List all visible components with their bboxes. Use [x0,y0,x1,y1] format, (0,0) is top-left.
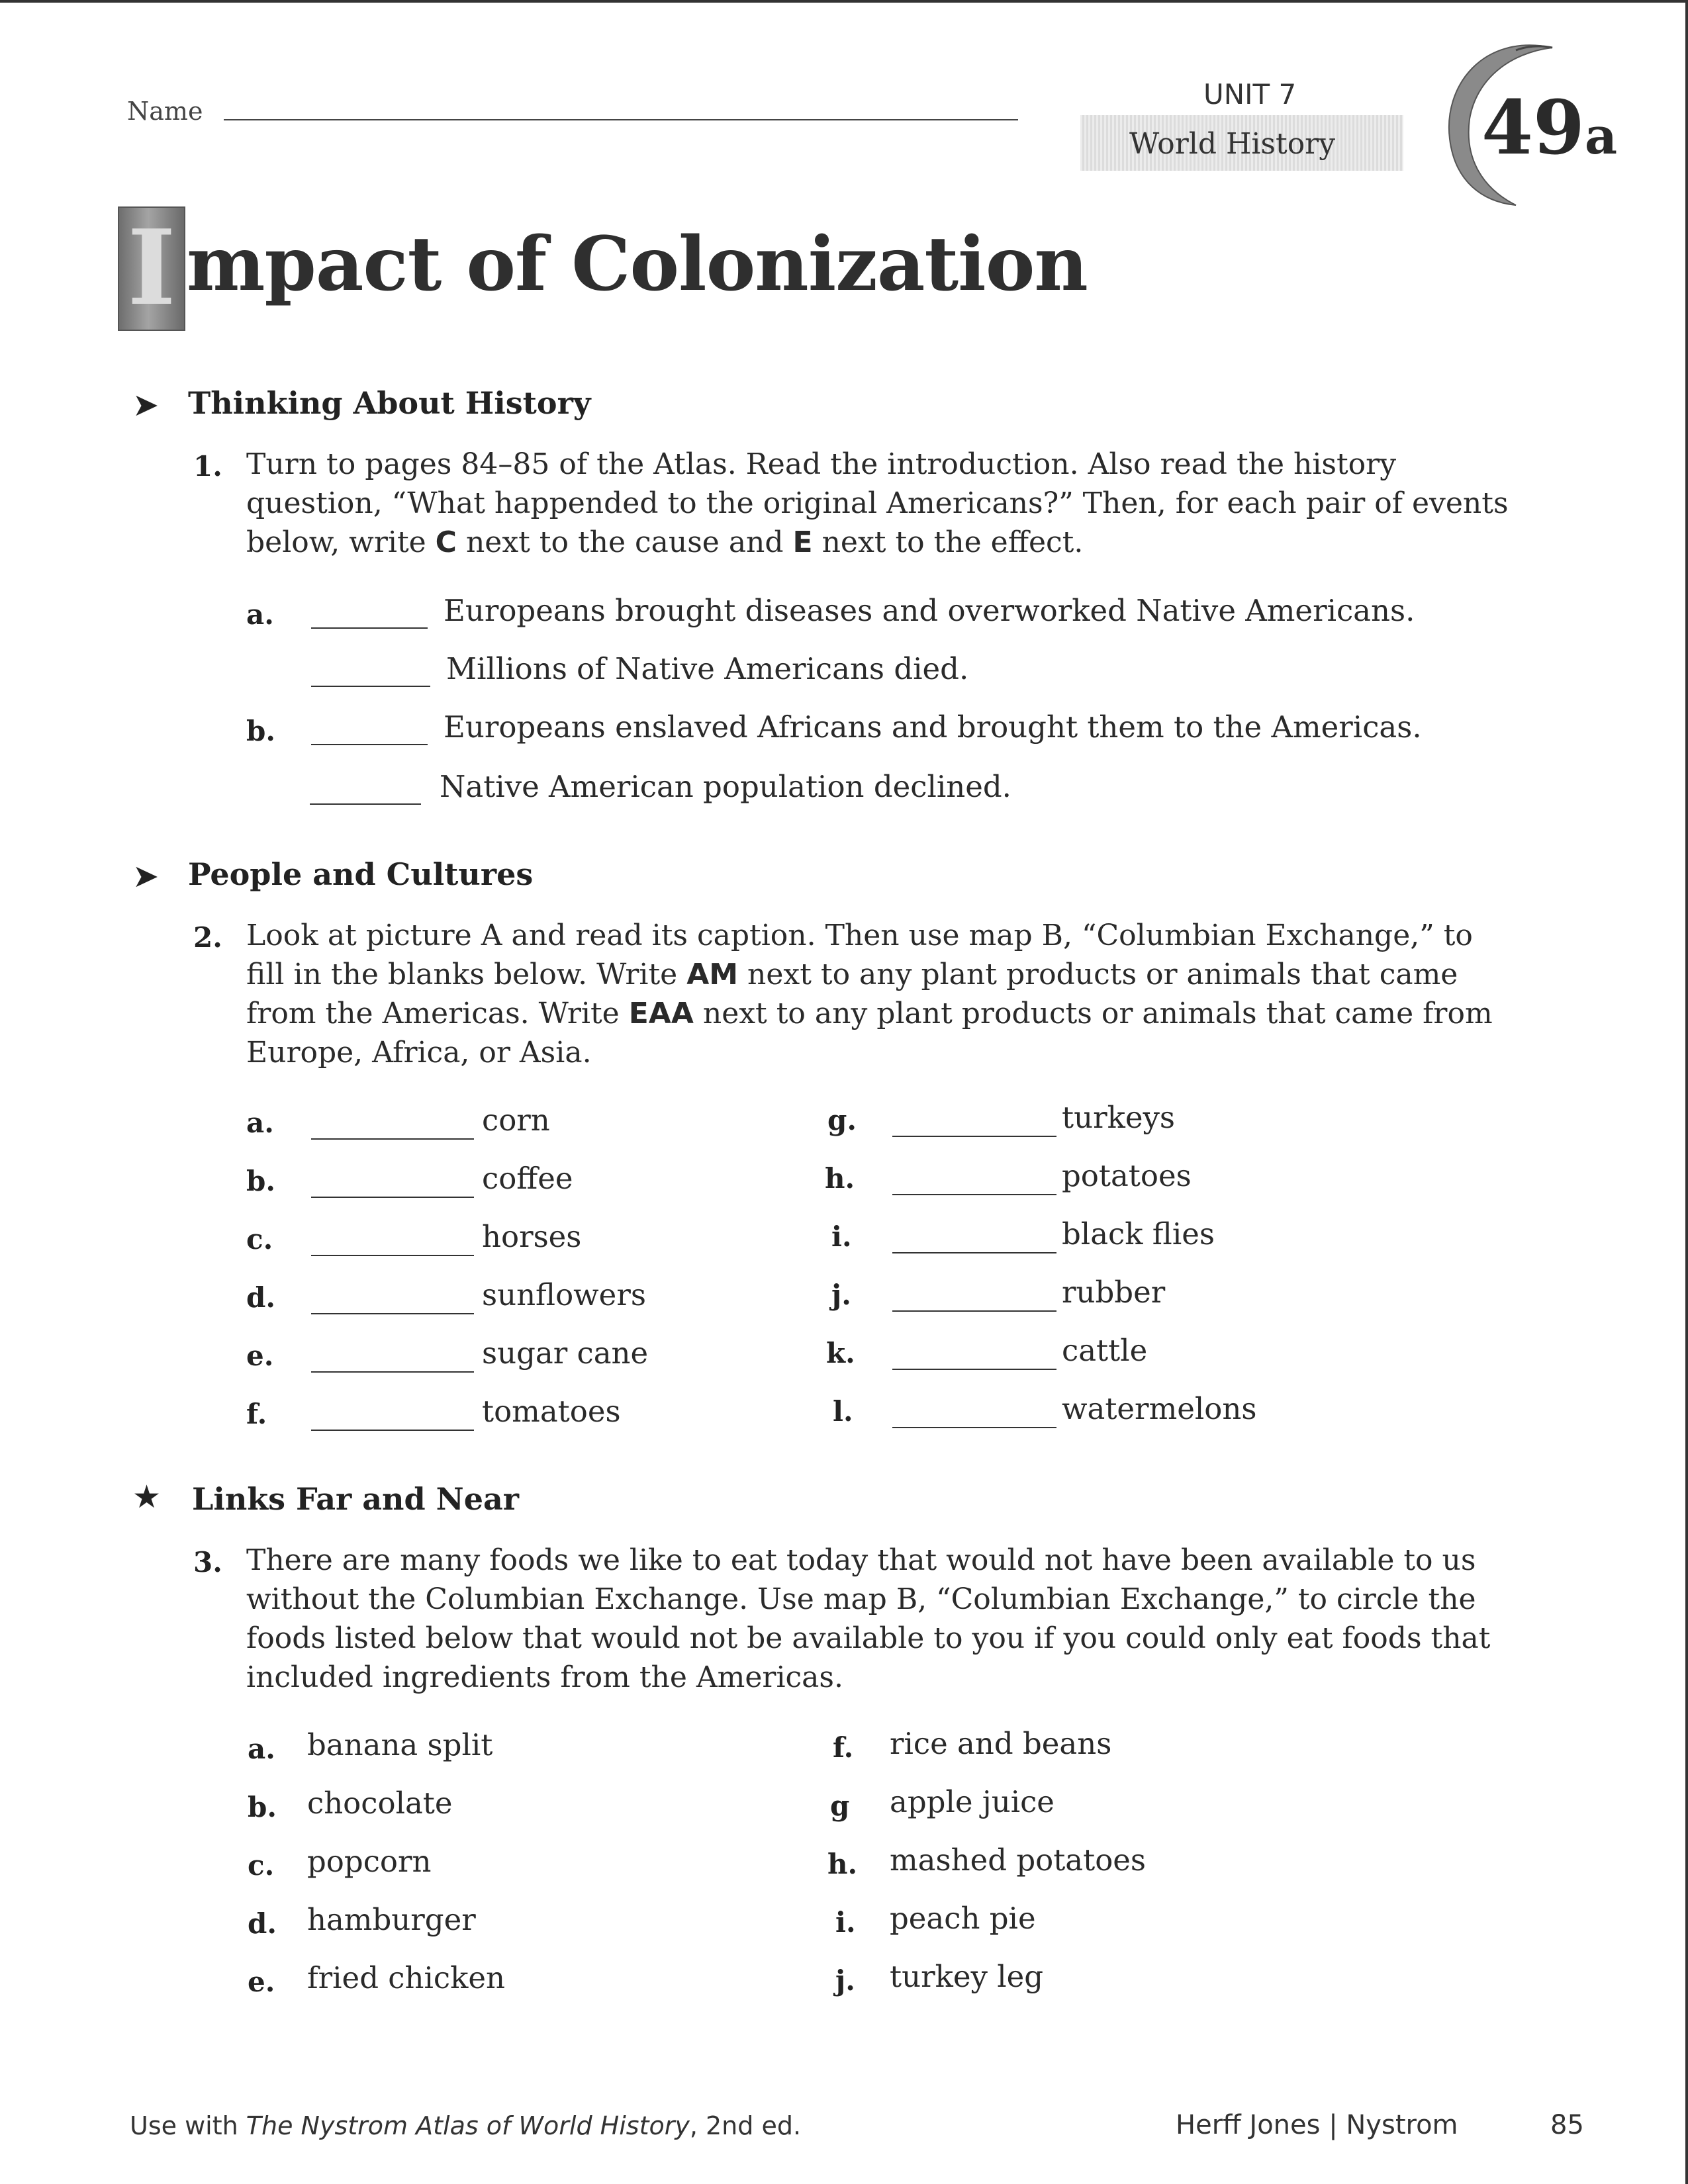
title-initial-box [118,206,185,331]
unit-subject: World History [1129,127,1336,161]
question-number: 1. [193,450,222,482]
americas-code: AM [686,958,739,991]
answer-blank[interactable] [311,1138,474,1140]
answer-blank[interactable] [892,1252,1056,1253]
answer-blank[interactable] [311,686,430,687]
item-letter: i. [835,1906,856,1938]
product-name: corn [482,1103,550,1138]
question-number: 2. [193,921,222,954]
answer-blank[interactable] [892,1427,1056,1428]
answer-blank[interactable] [311,1430,474,1431]
item-letter: f. [246,1398,267,1430]
section-heading-links: Links Far and Near [192,1481,520,1517]
item-letter: b. [246,1165,275,1197]
page-number: 85 [1550,2110,1584,2140]
answer-blank[interactable] [892,1310,1056,1312]
product-name: rubber [1062,1275,1166,1310]
product-name: sugar cane [482,1336,649,1371]
answer-blank[interactable] [310,803,421,805]
arrow-icon: ➤ [132,858,160,895]
question-line: Europe, Africa, or Asia. [246,1036,592,1069]
page-border-right [1685,0,1688,2184]
product-name: turkeys [1062,1100,1175,1135]
item-letter: j. [835,1964,855,1997]
product-name: sunflowers [482,1277,646,1312]
question-text [246,445,1544,562]
product-name: potatoes [1062,1158,1192,1193]
cause-code: C [435,525,457,559]
answer-blank[interactable] [311,1255,474,1256]
product-name: cattle [1062,1333,1148,1368]
question-line: Turn to pages 84–85 of the Atlas. Read the introduction. Also read the history [246,447,1397,481]
item-letter: g. [827,1104,857,1136]
item-letter: a. [246,598,274,631]
question-number: 3. [193,1546,222,1578]
footer-edition: , 2nd ed. [689,2111,802,2140]
effect-code: E [792,525,813,559]
page-border-top [0,0,1688,3]
question-fragment: from the Americas. Write [246,997,629,1030]
product-name: coffee [482,1161,573,1196]
answer-blank[interactable] [892,1369,1056,1370]
food-option[interactable]: banana split [307,1727,493,1762]
footer-book-title: The Nystrom Atlas of World History [246,2111,690,2140]
item-letter: i. [831,1220,852,1253]
unit-label: UNIT 7 [1203,78,1297,111]
arrow-icon: ➤ [132,387,160,424]
product-name: watermelons [1062,1391,1257,1426]
question-text [246,1541,1544,1697]
item-letter: e. [248,1966,275,1998]
food-option[interactable]: rice and beans [890,1726,1112,1761]
event-text: Millions of Native Americans died. [446,651,969,686]
section-heading-thinking: Thinking About History [188,385,591,421]
answer-blank[interactable] [311,1197,474,1198]
food-option[interactable]: peach pie [890,1901,1036,1936]
item-letter: a. [246,1107,274,1139]
lesson-number-digits: 49 [1481,85,1585,171]
item-letter: f. [833,1731,854,1764]
food-option[interactable]: mashed potatoes [890,1843,1147,1878]
item-letter: d. [246,1281,275,1314]
event-text: Native American population declined. [440,769,1011,804]
food-option[interactable]: fried chicken [307,1960,505,1995]
question-line [246,523,1544,562]
food-option[interactable]: chocolate [307,1786,453,1821]
question-fragment: fill in the blanks below. Write [246,958,687,991]
answer-blank[interactable] [311,627,428,629]
answer-blank[interactable] [311,744,428,745]
item-letter: e. [246,1340,274,1372]
item-letter: d. [248,1907,277,1940]
question-line [246,994,1544,1033]
item-letter: j. [831,1279,851,1311]
food-option[interactable]: hamburger [307,1902,476,1937]
lesson-number [1481,85,1617,171]
product-name: horses [482,1219,582,1254]
product-name: tomatoes [482,1394,621,1429]
question-line: question, “What happended to the original Americans?” Then, for each pair of events [246,486,1509,520]
section-heading-people: People and Cultures [188,856,534,892]
footer-citation [130,2111,801,2140]
food-option[interactable]: popcorn [307,1844,432,1879]
page-title: mpact of Colonization [187,221,1088,308]
answer-blank[interactable] [311,1313,474,1314]
lesson-number-suffix: a [1584,107,1618,165]
question-fragment: next to the effect. [812,525,1084,559]
item-letter: a. [248,1733,275,1765]
food-option[interactable]: turkey leg [890,1959,1044,1994]
footer-use-with: Use with [130,2111,246,2140]
question-line: without the Columbian Exchange. Use map B, “Columbian Exchange,” to circle the [246,1582,1476,1616]
footer-publisher: Herff Jones | Nystrom [1176,2110,1458,2140]
question-line: Look at picture A and read its caption. Then use map B, “Columbian Exchange,” to [246,919,1473,952]
item-letter: l. [833,1395,853,1428]
question-fragment: next to any plant products or animals that came [738,958,1458,991]
name-label: Name [127,97,203,126]
item-letter: c. [246,1223,273,1255]
item-letter: h. [825,1162,855,1195]
event-text: Europeans enslaved Africans and brought them to the Americas. [444,709,1422,745]
question-line: There are many foods we like to eat today that would not have been available to us [246,1543,1476,1577]
question-line: included ingredients from the Americas. [246,1661,843,1694]
title-initial: I [127,207,176,328]
product-name: black flies [1062,1216,1215,1251]
question-line [246,955,1544,994]
question-fragment: next to any plant products or animals that came from [693,997,1493,1030]
item-letter: b. [248,1791,277,1823]
question-text [246,916,1544,1072]
answer-blank[interactable] [892,1194,1056,1195]
answer-blank[interactable] [892,1136,1056,1137]
eaa-code: EAA [628,997,694,1030]
question-line: foods listed below that would not be available to you if you could only eat foods that [246,1621,1491,1655]
question-fragment: below, write [246,525,436,559]
answer-blank[interactable] [311,1371,474,1373]
star-icon: ★ [132,1479,162,1516]
item-letter: c. [248,1849,275,1882]
question-fragment: next to the cause and [456,525,793,559]
item-letter: g [830,1790,850,1822]
item-letter: b. [246,715,275,747]
name-field[interactable] [224,119,1018,120]
item-letter: h. [827,1848,858,1880]
item-letter: k. [826,1337,855,1369]
event-text: Europeans brought diseases and overworked Native Americans. [444,593,1415,628]
food-option[interactable]: apple juice [890,1784,1055,1819]
